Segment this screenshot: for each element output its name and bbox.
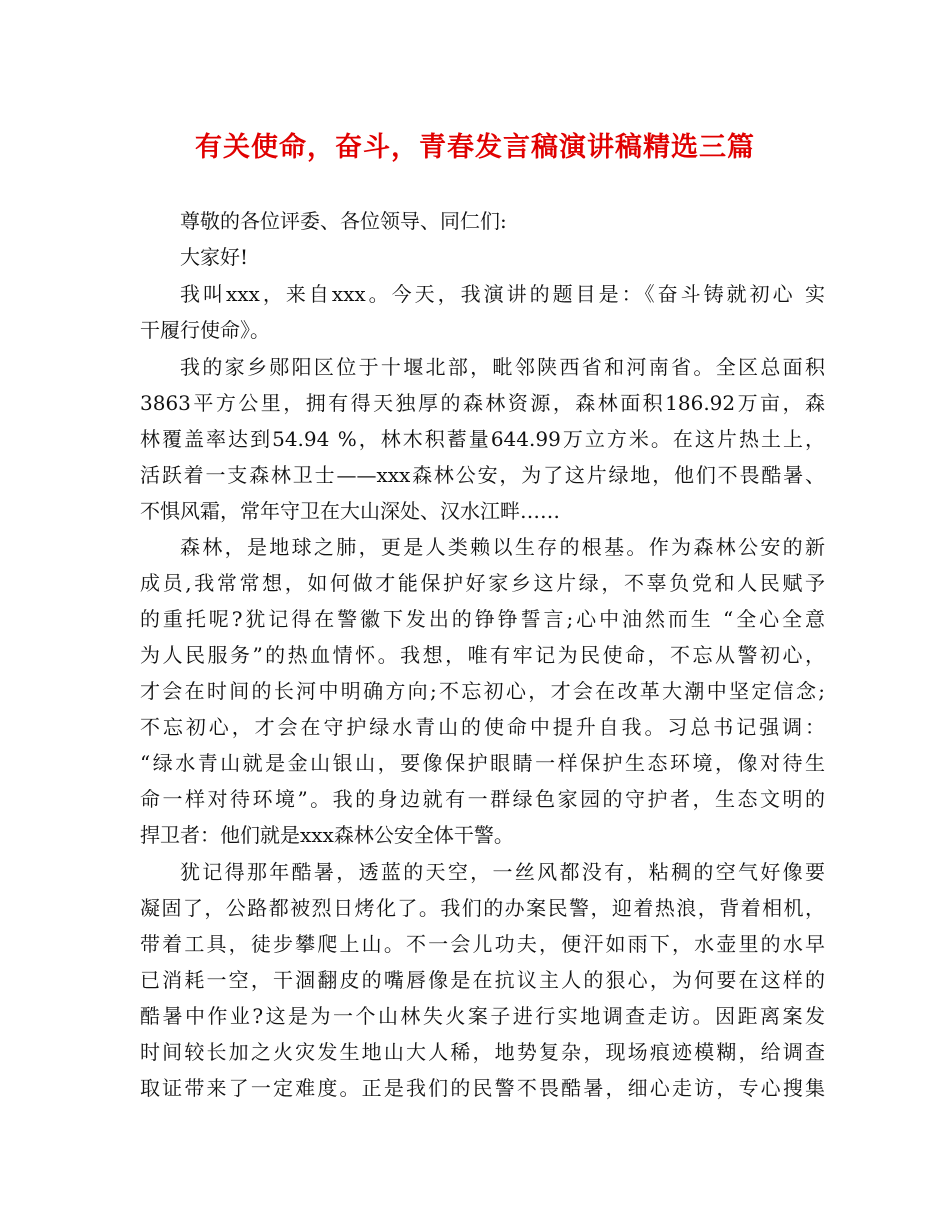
paragraph-line: 我的家乡郧阳区位于十堰北部，毗邻陕西省和河南省。全区总面积 bbox=[180, 355, 825, 379]
paragraph-line: 取证带来了一定难度。正是我们的民警不畏酷暑，细心走访，专心搜集 bbox=[140, 1076, 825, 1100]
paragraph-line: 时间较长加之火灾发生地山大人稀，地势复杂，现场痕迹模糊，给调查 bbox=[140, 1040, 825, 1064]
paragraph-line: 为人民服务”的热血情怀。我想，唯有牢记为民使命，不忘从警初心， bbox=[140, 643, 825, 667]
paragraph-line: 捍卫者：他们就是xxx森林公安全体干警。 bbox=[140, 823, 514, 847]
document-title: 有关使命，奋斗，青春发言稿演讲稿精选三篇 bbox=[195, 132, 755, 163]
greeting-line: 大家好! bbox=[180, 245, 249, 269]
salutation-line: 尊敬的各位评委、各位领导、同仁们: bbox=[180, 209, 507, 233]
paragraph-line: 已消耗一空，干涸翻皮的嘴唇像是在抗议主人的狠心，为何要在这样的 bbox=[140, 968, 825, 992]
paragraph-line: 才会在时间的长河中明确方向;不忘初心，才会在改革大潮中坚定信念; bbox=[140, 679, 825, 703]
paragraph-line: 3863平方公里，拥有得天独厚的森林资源，森林面积186.92万亩，森 bbox=[140, 391, 825, 415]
paragraph-line: 活跃着一支森林卫士——xxx森林公安，为了这片绿地，他们不畏酷暑、 bbox=[140, 463, 825, 487]
paragraph-line: 成员,我常常想，如何做才能保护好家乡这片绿，不辜负党和人民赋予 bbox=[140, 571, 825, 595]
paragraph-line: 林覆盖率达到54.94 %，林木积蓄量644.99万立方米。在这片热土上， bbox=[140, 427, 825, 451]
paragraph-line: “绿水青山就是金山银山，要像保护眼睛一样保护生态环境，像对待生 bbox=[140, 751, 825, 775]
paragraph-line: 不忘初心，才会在守护绿水青山的使命中提升自我。习总书记强调： bbox=[140, 715, 825, 739]
paragraph-line: 的重托呢?犹记得在警徽下发出的铮铮誓言;心中油然而生 “全心全意 bbox=[140, 607, 825, 631]
paragraph-line: 干履行使命》。 bbox=[140, 318, 270, 342]
paragraph-line: 酷暑中作业?这是为一个山林失火案子进行实地调查走访。因距离案发 bbox=[140, 1004, 825, 1028]
paragraph-line: 犹记得那年酷暑，透蓝的天空，一丝风都没有，粘稠的空气好像要 bbox=[180, 860, 825, 884]
paragraph-line: 命一样对待环境”。我的身边就有一群绿色家园的守护者，生态文明的 bbox=[140, 787, 825, 811]
paragraph-line: 带着工具，徒步攀爬上山。不一会儿功夫，便汗如雨下，水壶里的水早 bbox=[140, 932, 825, 956]
paragraph-line: 不惧风霜，常年守卫在大山深处、汉水江畔…… bbox=[140, 499, 560, 523]
paragraph-line: 我叫xxx，来自xxx。今天，我演讲的题目是：《奋斗铸就初心 实 bbox=[180, 282, 825, 306]
paragraph-line: 森林，是地球之肺，更是人类赖以生存的根基。作为森林公安的新 bbox=[180, 535, 825, 559]
paragraph-line: 凝固了，公路都被烈日烤化了。我们的办案民警，迎着热浪，背着相机， bbox=[140, 896, 825, 920]
